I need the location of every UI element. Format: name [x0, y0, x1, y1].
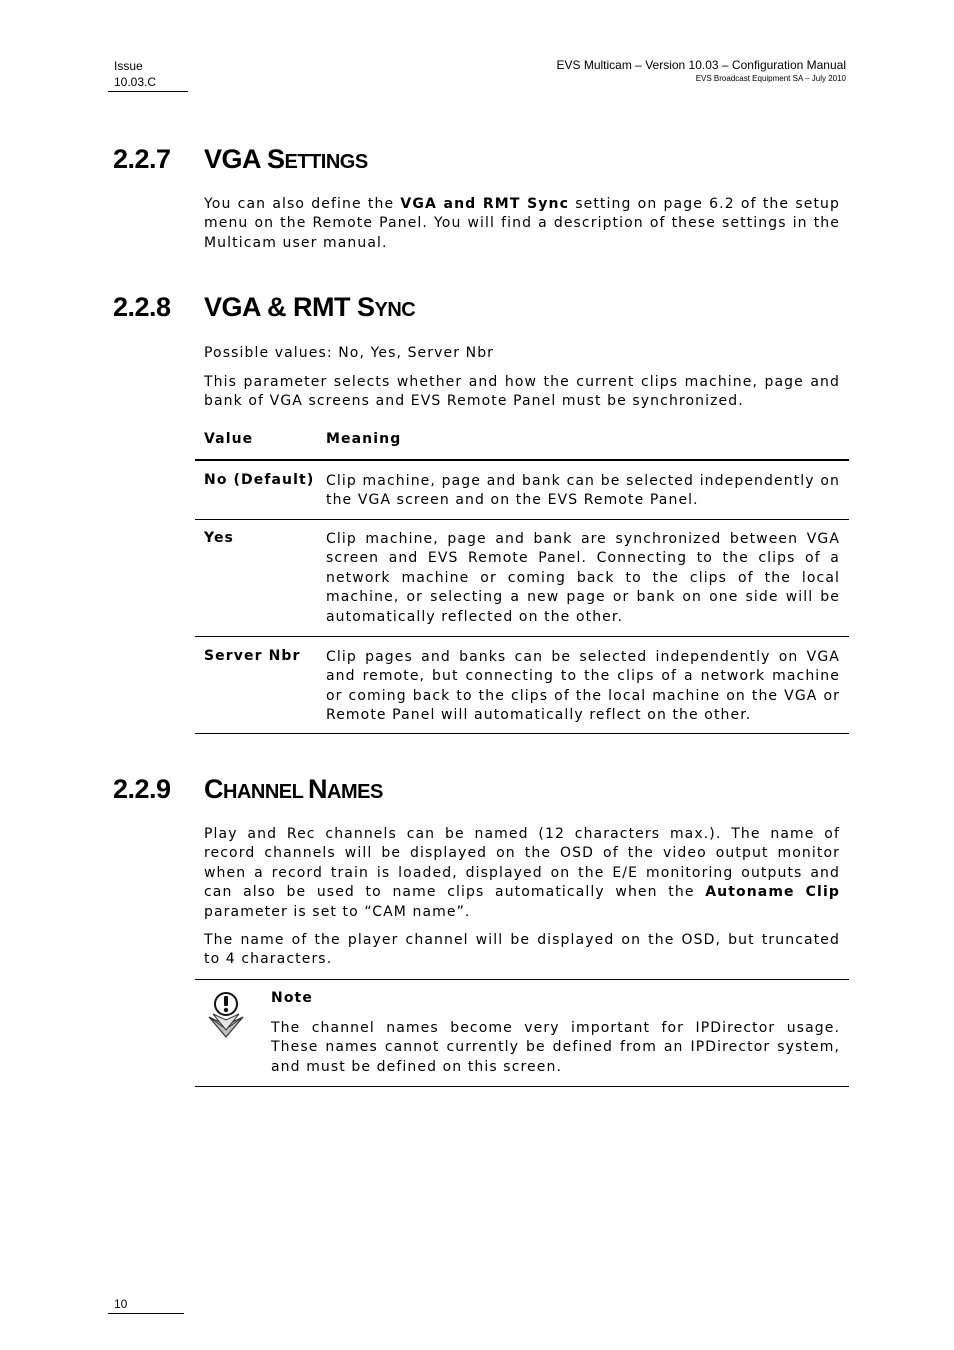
vga-settings-paragraph: [204, 195, 840, 253]
row-value-yes: Yes: [204, 530, 234, 546]
col-header-value: Value: [204, 431, 254, 447]
heading-cap: C: [204, 774, 223, 804]
table-header-rule: [195, 459, 849, 461]
text: You can also define the: [204, 196, 401, 212]
section-number: 2.2.8: [113, 292, 171, 322]
row-meaning-server-nbr: Clip pages and banks can be selected independently on VGA and remote, but connecting to the clips of a network machine or coming back to the clips of the local machine on the VGA or Remote Panel will automatically reflect on the other.: [326, 649, 840, 724]
note-top-rule: [195, 979, 849, 980]
table-bottom-rule: [195, 733, 849, 734]
text: Play and Rec channels can be named (12 characters max.). The name of record channels will be displayed on the OSD of the video output monitor when a record train is loaded, displayed on the E/E monitoring outputs and can also be used to name clips automatically when the: [204, 826, 840, 901]
section-number: 2.2.7: [113, 144, 171, 174]
heading-text-b: YNC: [374, 299, 416, 321]
bold-term: Autoname Clip: [705, 884, 840, 901]
heading-channel-names: [113, 774, 383, 805]
text: setting on page 6.2 of the setup menu on the Remote Panel. You will find a description of these settings in the Multicam user manual.: [204, 196, 840, 251]
page-number: 10: [114, 1297, 128, 1311]
heading-text-b: ETTINGS: [284, 151, 368, 173]
text: parameter is set to “CAM name”.: [204, 903, 471, 920]
bold-term: VGA and RMT Sync: [400, 196, 569, 212]
row-value-server-nbr: Server Nbr: [204, 648, 301, 664]
heading-text-a: VGA & RMT S: [204, 292, 375, 322]
header-rule: [108, 91, 188, 92]
channel-names-paragraph: [204, 825, 840, 922]
row-meaning-yes: Clip machine, page and bank are synchronized between VGA screen and EVS Remote Panel. Connecting to the clips of a network machine or coming back to the clips of the local machine, or selecting a new page or bank on one side will be automatically reflected on the other.: [326, 531, 840, 625]
table-row-rule: [195, 636, 849, 637]
note-title: Note: [271, 990, 313, 1006]
sync-description: This parameter selects whether and how the current clips machine, page and bank of VGA screens and EVS Remote Panel must be synchronized.: [204, 374, 840, 410]
issue-label: Issue: [114, 59, 143, 73]
heading-vga-settings: [113, 144, 368, 175]
possible-values: Possible values: No, Yes, Server Nbr: [204, 345, 495, 361]
warning-note-icon: [203, 990, 247, 1038]
issue-number: 10.03.C: [114, 75, 157, 89]
note-text: The channel names become very important for IPDirector usage. These names cannot currently be defined from an IPDirector system, and must be defined on this screen.: [271, 1020, 840, 1075]
heading-vga-rmt-sync: [113, 292, 415, 323]
manual-subtitle: EVS Broadcast Equipment SA – July 2010: [695, 74, 846, 83]
heading-small: AMES: [327, 781, 383, 803]
section-number: 2.2.9: [113, 774, 171, 804]
heading-text-a: VGA S: [204, 144, 285, 174]
col-header-meaning: Meaning: [326, 431, 402, 447]
footer-rule: [108, 1313, 184, 1314]
player-channel-paragraph: The name of the player channel will be displayed on the OSD, but truncated to 4 characters.: [204, 932, 840, 968]
table-row-rule: [195, 519, 849, 520]
heading-cap: N: [308, 774, 328, 804]
manual-title: EVS Multicam – Version 10.03 – Configuration Manual: [556, 58, 846, 72]
heading-small: HANNEL: [223, 781, 309, 803]
issue-block: [114, 58, 156, 90]
row-meaning-no: Clip machine, page and bank can be selected independently on the VGA screen and on the EVS Remote Panel.: [326, 473, 840, 509]
note-bottom-rule: [195, 1086, 849, 1087]
row-value-no: No (Default): [204, 472, 315, 488]
